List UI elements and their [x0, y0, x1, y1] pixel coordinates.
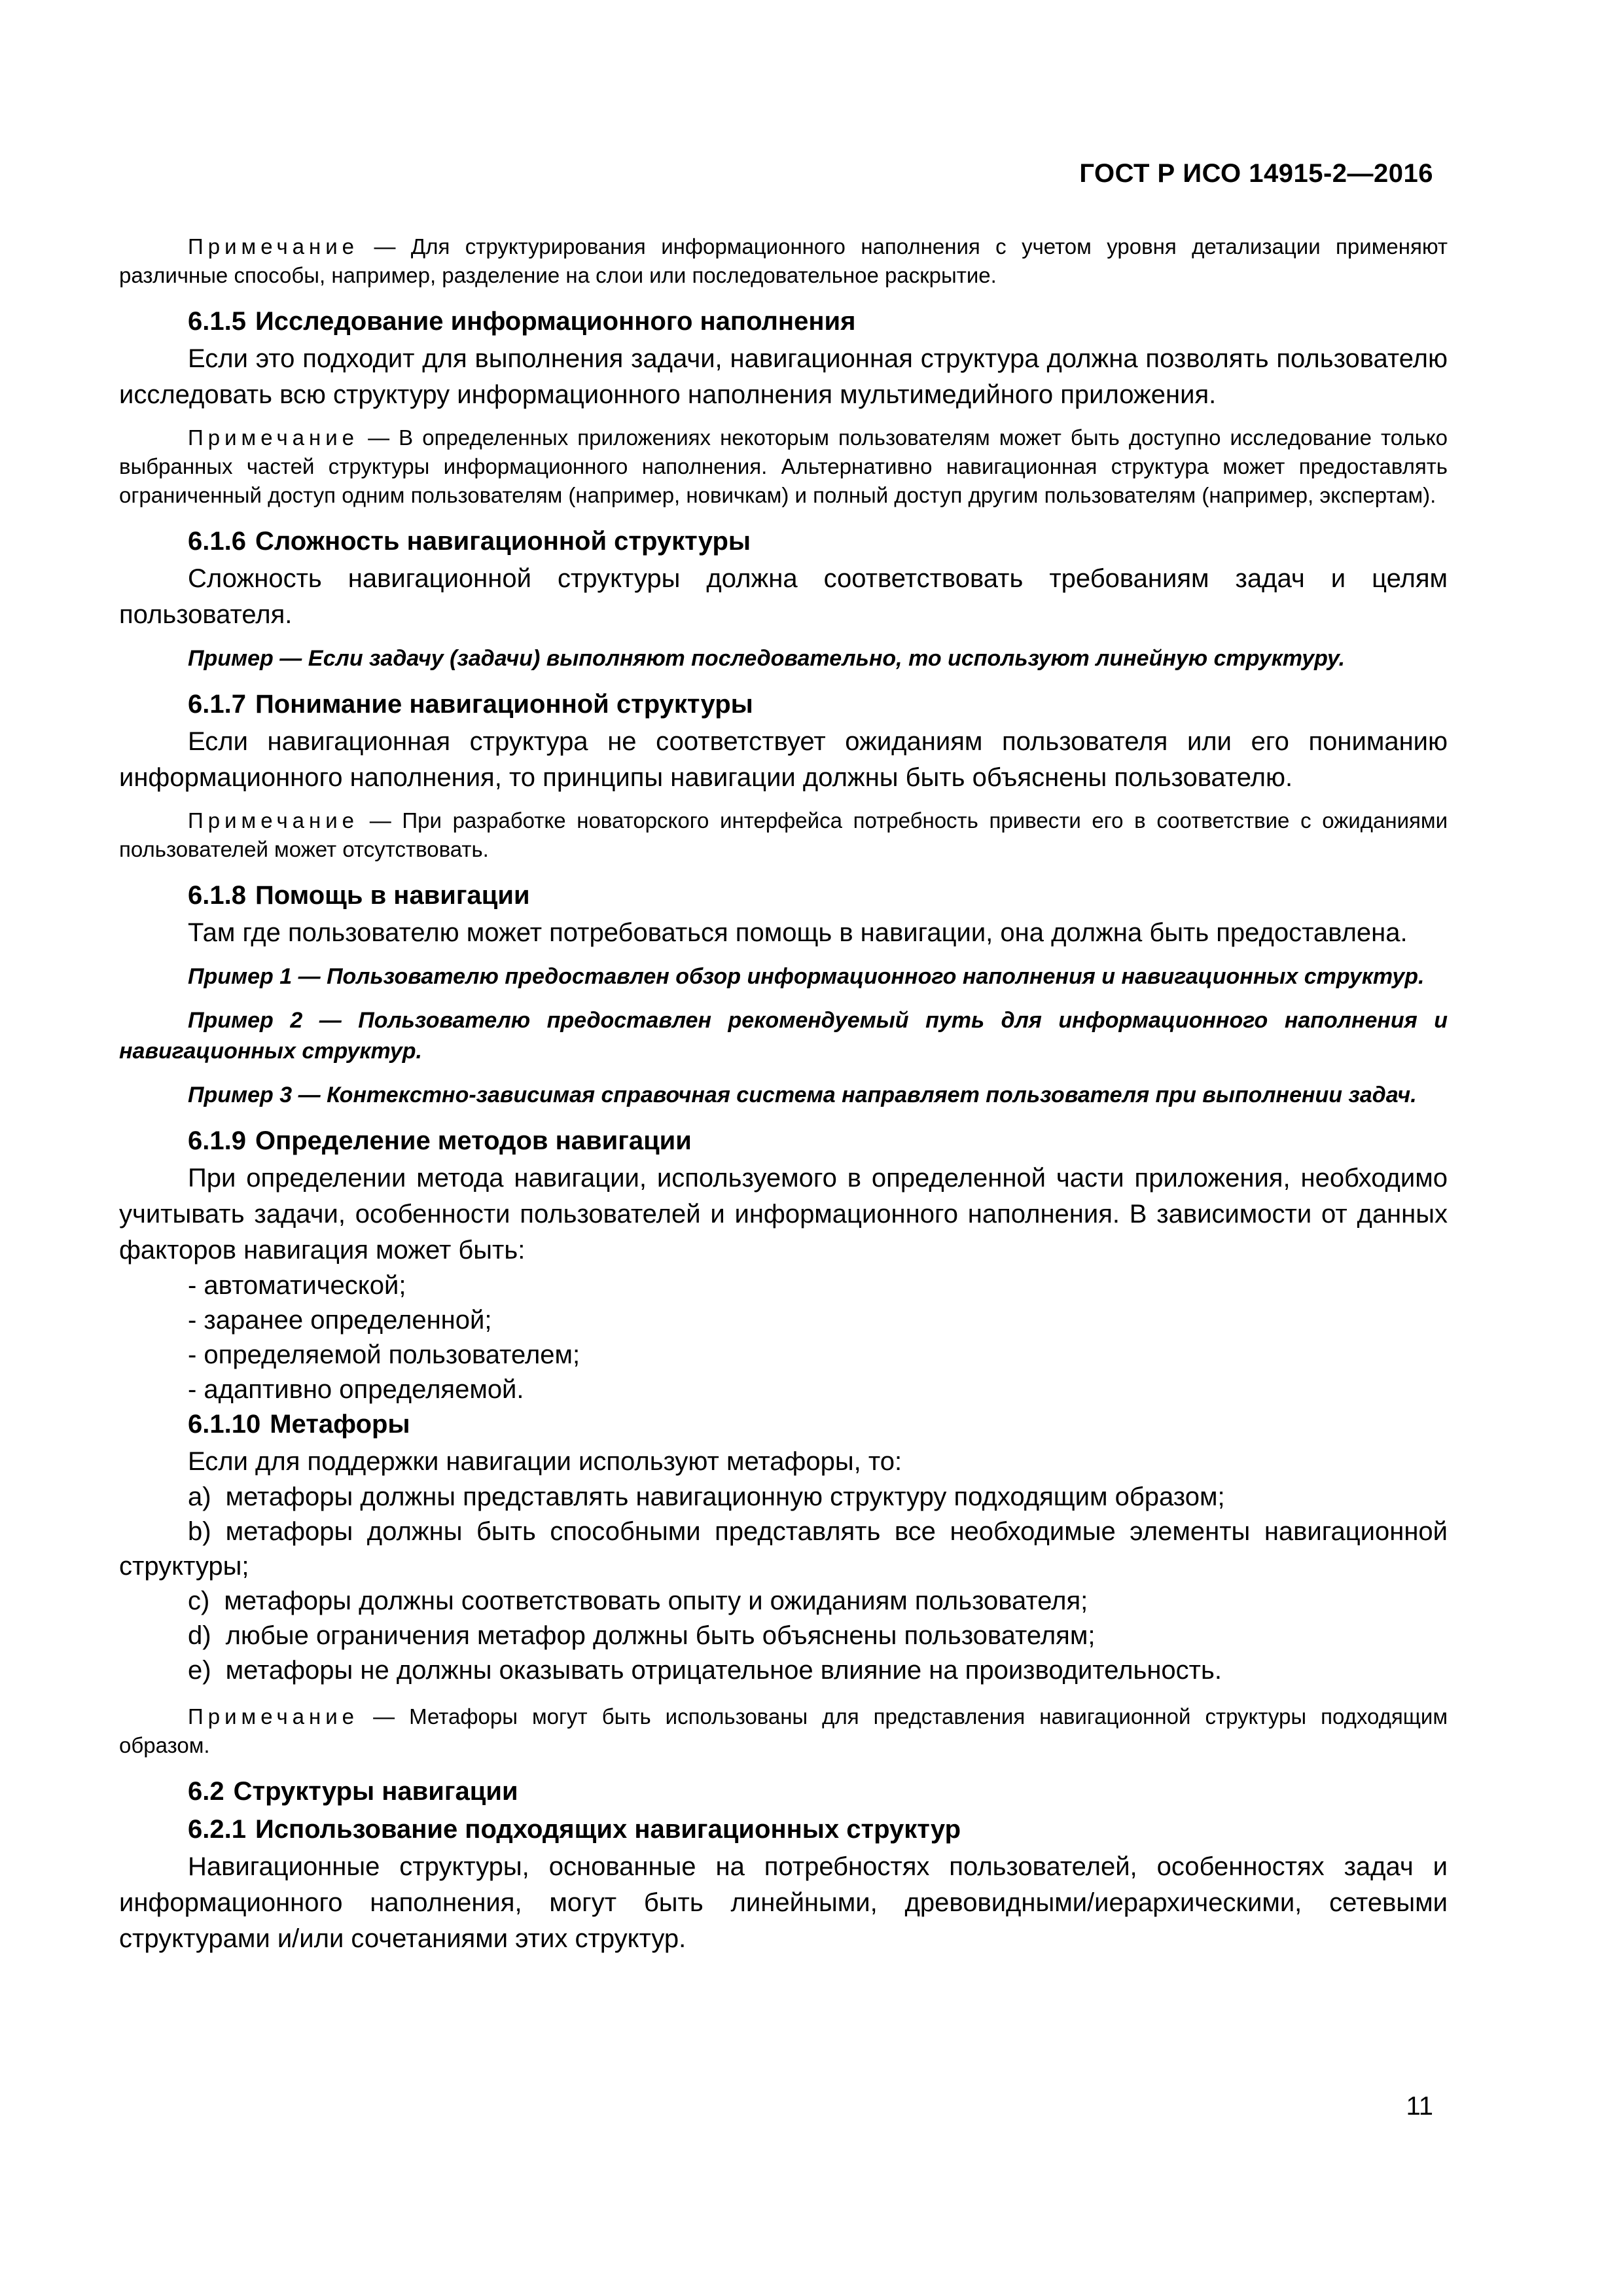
paragraph: Если навигационная структура не соответствует ожиданиям пользователя или его пониманию информационного наполнения, то принципы навигации должны быть объяснены пользователю.: [119, 727, 1448, 792]
list-marker: b): [188, 1517, 211, 1546]
list-item: - определяемой пользователем;: [188, 1340, 580, 1369]
list-text: метафоры не должны оказывать отрицательное влияние на производительность.: [225, 1656, 1222, 1685]
section-number: 6.2: [188, 1777, 224, 1806]
section-title: Структуры навигации: [233, 1777, 518, 1806]
note-text: — Метафоры могут быть использованы для представления навигационной структуры подходящим образом.: [119, 1704, 1448, 1757]
note-text: — При разработке новаторского интерфейса потребность привести его в соответствие с ожиданиями пользователей может отсутствовать.: [119, 808, 1448, 861]
navigation-methods-list: [188, 1268, 1448, 1407]
section-heading-6-2: [188, 1774, 1448, 1808]
note-label: Примечание: [188, 234, 359, 259]
section-heading-6-1-5: [188, 304, 1448, 338]
list-item: - автоматической;: [188, 1271, 406, 1300]
list-item: [119, 1480, 1448, 1515]
note: [119, 1702, 1448, 1760]
paragraph: Если для поддержки навигации используют метафоры, то:: [188, 1447, 902, 1476]
section-heading-6-1-8: [188, 878, 1448, 912]
metaphors-list: [119, 1480, 1448, 1688]
list-text: метафоры должны соответствовать опыту и ожиданиям пользователя;: [224, 1587, 1088, 1615]
paragraph: Сложность навигационной структуры должна соответствовать требованиям задач и целям пользователя.: [119, 564, 1448, 629]
list-item: [119, 1515, 1448, 1584]
section-title: Использование подходящих навигационных структур: [255, 1815, 961, 1844]
list-item: - заранее определенной;: [188, 1306, 492, 1335]
list-item: [119, 1584, 1448, 1619]
paragraph: При определении метода навигации, используемого в определенной части приложения, необходимо учитывать задачи, особенности пользователей и информационного наполнения. В зависимости от данных факторов навигация может быть:: [119, 1164, 1448, 1265]
page-content: [119, 232, 1448, 1967]
section-number: 6.2.1: [188, 1815, 246, 1844]
section-number: 6.1.10: [188, 1410, 261, 1439]
list-marker: d): [188, 1621, 211, 1650]
section-title: Понимание навигационной структуры: [255, 690, 753, 719]
document-header: ГОСТ Р ИСО 14915-2—2016: [1079, 159, 1433, 188]
section-heading-6-1-7: [188, 687, 1448, 721]
example: Пример 2 — Пользователю предоставлен рекомендуемый путь для информационного наполнения и навигационных структур.: [119, 1008, 1448, 1064]
section-heading-6-1-6: [188, 524, 1448, 558]
note-label: Примечание: [188, 425, 359, 450]
section-heading-6-1-10: [188, 1407, 1448, 1441]
section-title: Сложность навигационной структуры: [255, 527, 751, 556]
section-number: 6.1.5: [188, 307, 246, 336]
note-label: Примечание: [188, 1704, 359, 1729]
paragraph: Там где пользователю может потребоваться помощь в навигации, она должна быть предоставлена.: [188, 918, 1408, 947]
example: Пример 3 — Контекстно-зависимая справочная система направляет пользователя при выполнении задач.: [188, 1083, 1417, 1107]
section-title: Метафоры: [270, 1410, 410, 1439]
list-item: [119, 1619, 1448, 1653]
list-item: [119, 1653, 1448, 1688]
note-label: Примечание: [188, 808, 359, 833]
example: Пример 1 — Пользователю предоставлен обзор информационного наполнения и навигационных структур.: [188, 964, 1425, 989]
section-title: Помощь в навигации: [255, 881, 530, 910]
section-number: 6.1.7: [188, 690, 246, 719]
section-number: 6.1.6: [188, 527, 246, 556]
section-title: Определение методов навигации: [255, 1126, 692, 1155]
list-marker: а): [188, 1482, 211, 1511]
list-text: метафоры должны быть способными представлять все необходимые элементы навигационной структуры;: [119, 1517, 1448, 1581]
list-marker: e): [188, 1656, 211, 1685]
note-text: — В определенных приложениях некоторым пользователям может быть доступно исследование только выбранных частей структуры информационного наполнения. Альтернативно навигационная структура может предоставлять ограниченный доступ одним пользователям (например, новичкам) и полный доступ другим пользователям (например, экспертам).: [119, 425, 1448, 507]
note-text: — Для структурирования информационного наполнения с учетом уровня детализации применяют различные способы, например, разделение на слои или последовательное раскрытие.: [119, 234, 1448, 287]
note: [119, 423, 1448, 510]
section-heading-6-1-9: [188, 1124, 1448, 1158]
section-number: 6.1.8: [188, 881, 246, 910]
note: [119, 806, 1448, 864]
page-number: 11: [1406, 2092, 1433, 2121]
paragraph: Навигационные структуры, основанные на потребностях пользователей, особенностях задач и информационного наполнения, могут быть линейными, древовидными/иерархическими, сетевыми структурами и/или сочетаниями этих структур.: [119, 1852, 1448, 1953]
list-text: метафоры должны представлять навигационную структуру подходящим образом;: [225, 1482, 1225, 1511]
paragraph: Если это подходит для выполнения задачи, навигационная структура должна позволять пользователю исследовать всю структуру информационного наполнения мультимедийного приложения.: [119, 344, 1448, 409]
section-number: 6.1.9: [188, 1126, 246, 1155]
list-marker: c): [188, 1587, 210, 1615]
note: [119, 232, 1448, 290]
section-title: Исследование информационного наполнения: [255, 307, 856, 336]
section-heading-6-2-1: [188, 1812, 1448, 1846]
list-item: - адаптивно определяемой.: [188, 1375, 524, 1404]
list-text: любые ограничения метафор должны быть объяснены пользователям;: [225, 1621, 1096, 1650]
example: Пример — Если задачу (задачи) выполняют последовательно, то используют линейную структуру.: [188, 646, 1346, 671]
